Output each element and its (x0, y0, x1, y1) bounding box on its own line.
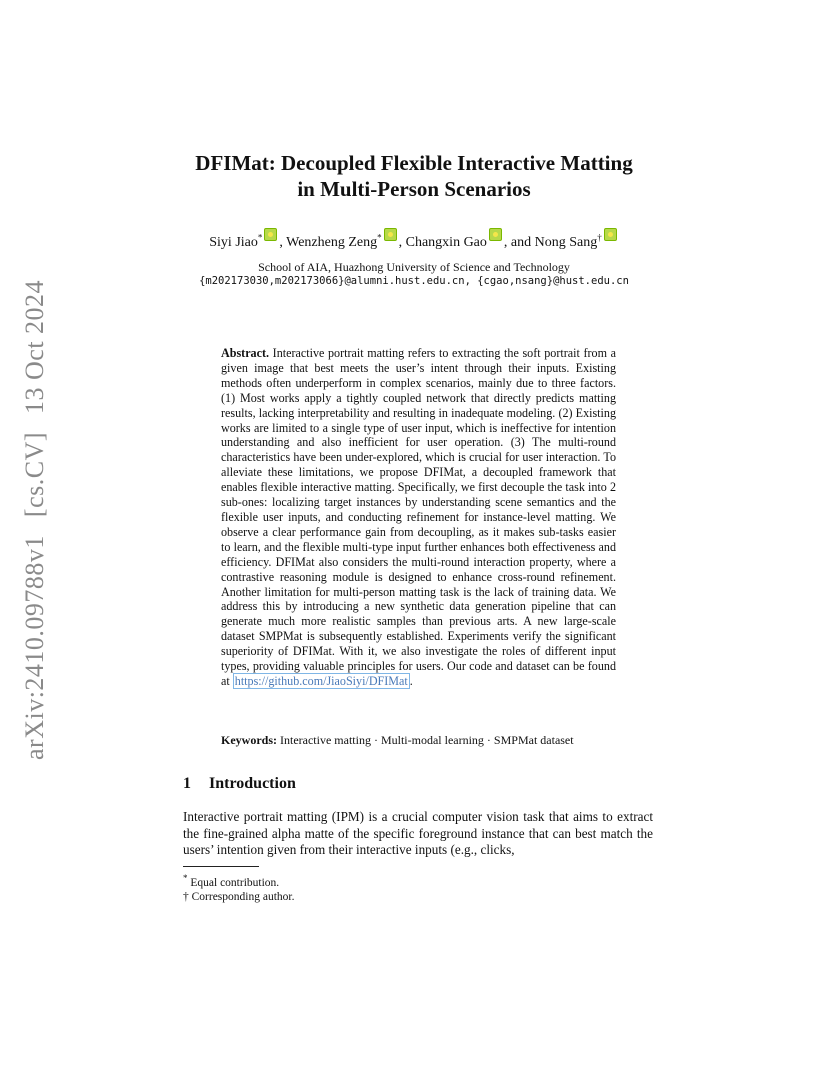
author-separator: , (279, 235, 287, 250)
footnote-mark: * (183, 873, 188, 883)
introduction-paragraph: Interactive portrait matting (IPM) is a crucial computer vision task that aims to extract the fine-grained alpha matte of the specific foreground instance that can best match the users’ intention given from their interactive inputs (e.g., clicks, (183, 809, 653, 857)
arxiv-date: 13 Oct 2024 (20, 279, 49, 414)
author-separator: , and (503, 235, 535, 250)
section-number: 1 (183, 775, 191, 792)
author-separator: , (398, 235, 406, 250)
orcid-icon[interactable] (264, 228, 277, 241)
orcid-icon[interactable] (384, 228, 397, 241)
orcid-icon[interactable] (489, 228, 502, 241)
title-line-1: DFIMat: Decoupled Flexible Interactive Matting (195, 151, 633, 175)
author-emails: {m202173030,m202173066}@alumni.hust.edu.cn, {cgao,nsang}@hust.edu.cn (199, 275, 629, 287)
arxiv-identifier (20, 262, 50, 760)
footnote-corresponding: † Corresponding author. (183, 891, 295, 904)
author-name: Siyi Jiao (209, 235, 258, 250)
arxiv-id: arXiv:2410.09788v1 (20, 535, 49, 760)
affiliation: School of AIA, Huazhong University of Science and Technology (258, 260, 570, 274)
author-mark: † (597, 232, 602, 243)
arxiv-category: [cs.CV] (20, 431, 49, 518)
keywords-text: Interactive matting · Multi-modal learning · SMPMat dataset (280, 733, 574, 747)
author-name: Wenzheng Zeng (286, 235, 378, 250)
title-line-2: in Multi-Person Scenarios (297, 177, 531, 201)
paper-title (0, 150, 828, 202)
abstract-text: Interactive portrait matting refers to extracting the soft portrait from a given image that best meets the user’s intent through their inputs. Existing methods often underperform in complex scenarios, mainly due to three factors. (1) Most works apply a tightly coupled network that directly predicts matting results, lacking interpretability and resulting in inadequate modeling. (2) Existing works are limited to a single type of user input, which is ineffective for intention understanding and also inefficient for user operation. (3) The multi-round characteristics have been under-explored, which is crucial for user interaction. To alleviate these limitations, we propose DFIMat, a decoupled framework that enables flexible interactive matting. Specifically, we first decouple the task into 2 sub-ones: localizing target instances by understanding scene semantics and the flexible user inputs, and conducting refinement for instance-level matting. We observe a clear performance gain from decoupling, as it makes sub-tasks easier to learn, and the flexible multi-type input further enhances both effectiveness and efficiency. DFIMat also considers the multi-round interaction property, where a contrastive reasoning module is designed to enhance cross-round refinement. Another limitation for multi-person matting task is the lack of training data. We address this by introducing a new synthetic data generation pipeline that can generate much more realistic samples than previous arts. A new large-scale dataset SMPMat is subsequently established. Experiments verify the significant superiority of DFIMat. With it, we also investigate the roles of different input types, providing valuable principles for users. Our code and dataset can be found at (221, 346, 616, 688)
orcid-icon[interactable] (604, 228, 617, 241)
author-name: Nong Sang (534, 235, 598, 250)
author-list (0, 228, 828, 251)
footnotes (183, 871, 294, 905)
author-name: Changxin Gao (405, 235, 487, 250)
section-title-text: Introduction (209, 775, 296, 792)
abstract (221, 346, 616, 689)
section-heading (183, 775, 296, 793)
keywords (221, 733, 641, 748)
code-link[interactable]: https://github.com/JiaoSiyi/DFIMat (234, 673, 408, 688)
footnote-equal (183, 871, 294, 890)
abstract-label: Abstract. (221, 346, 270, 360)
author-mark: * (257, 232, 263, 243)
footnote-divider (183, 866, 259, 867)
author-mark: * (377, 232, 382, 243)
keywords-label: Keywords: (221, 733, 277, 747)
footnote-equal-text: Equal contribution. (190, 876, 280, 889)
abstract-tail: . (409, 673, 413, 688)
